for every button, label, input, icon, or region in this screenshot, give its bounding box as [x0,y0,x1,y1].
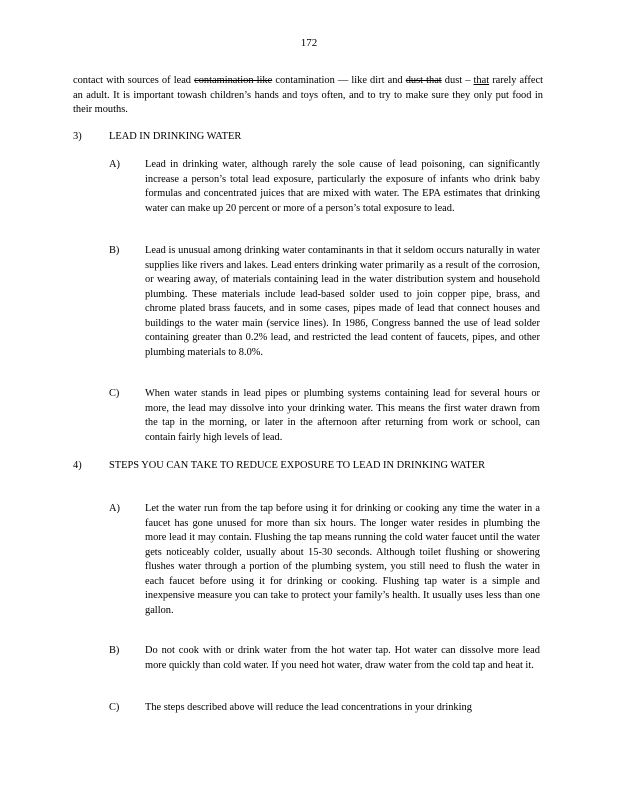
intro-paragraph [73,74,543,118]
struck-text: contamination like [194,75,273,86]
section-heading: STEPS YOU CAN TAKE TO REDUCE EXPOSURE TO LEAD IN DRINKING WATER [109,460,486,471]
intro-text: contamination — like dirt and [272,75,406,86]
item-paragraph: Do not cook with or drink water from the hot water tap. Hot water can dissolve more lead more quickly than cold water. If you need hot water, draw water from the cold tap and heat it. [145,645,540,671]
item-paragraph: Let the water run from the tap before using it for drinking or cooking any time the water in a faucet has gone unused for more than six hours. The longer water resides in plumbing the more lead it may contain. Flushing the tap means running the cold water faucet until the water gets noticeably colder, usually about 15-30 seconds. Although toilet flushing or showering flushes water through a portion of the plumbing system, you still need to flush the water in each faucet before using it for drinking or cooking. Flushing tap water is a simple and inexpensive measure you can take to protect your family’s health. It usually uses less than one gallon. [145,503,540,616]
item-label: A) [109,503,120,514]
underlined-text: that [473,75,490,86]
item-paragraph: Lead is unusual among drinking water contaminants in that it seldom occurs naturally in water supplies like rivers and lakes. Lead enters drinking water primarily as a result of the corrosion, or wearing away, of materials containing lead in the water distribution system and household plumbing. These materials include lead-based solder used to join copper pipe, brass, and chrome plated brass faucets, and in some cases, pipes made of lead that connect houses and buildings to the water main (service lines). In 1986, Congress banned the use of lead solder containing greater than 0.2% lead, and restricted the lead content of faucets, pipes, and other plumbing materials to 8.0%. [145,245,540,358]
item-label: B) [109,645,120,656]
item-label: A) [109,159,120,170]
item-label: B) [109,245,120,256]
page-number: 172 [300,37,318,49]
item-label: C) [109,388,120,399]
section-number: 4) [73,460,82,471]
section-heading: LEAD IN DRINKING WATER [109,131,242,142]
intro-text: rarely affect an adult. It is important towash children’s hands and toys often, and to try to make sure they only put food in their mouths. [73,75,544,115]
item-paragraph: When water stands in lead pipes or plumbing systems containing lead for several hours or more, the lead may dissolve into your drinking water. This means the first water drawn from the tap in the morning, or later in the afternoon after returning from work or school, can contain fairly high levels of lead. [145,388,540,443]
section-number: 3) [73,131,82,142]
item-label: C) [109,702,120,713]
struck-text: dust that [405,75,442,86]
intro-text: dust – [441,75,474,86]
item-paragraph: Lead in drinking water, although rarely the sole cause of lead poisoning, can significantly increase a person’s total lead exposure, particularly the exposure of infants who drink baby formulas and concentrated juices that are mixed with water. The EPA estimates that drinking water can make up 20 percent or more of a person’s total exposure to lead. [145,159,540,214]
item-paragraph: The steps described above will reduce the lead concentrations in your drinking [145,702,472,713]
intro-text: contact with sources of lead [73,75,195,86]
